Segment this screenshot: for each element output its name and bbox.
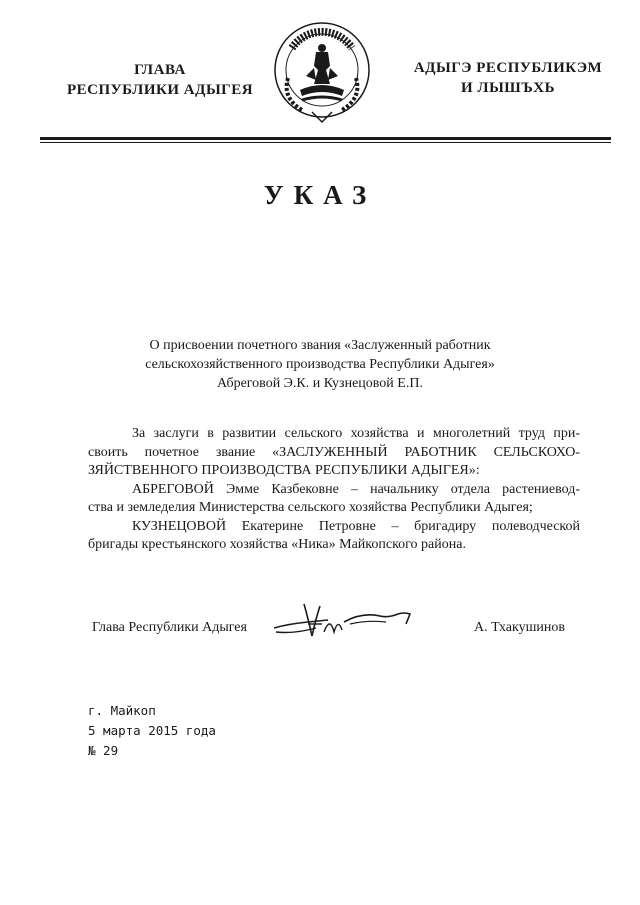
header-left-line2: РЕСПУБЛИКИ АДЫГЕЯ [66,82,254,98]
footer-date: 5 марта 2015 года [88,723,216,738]
footer-city: г. Майкоп [88,703,156,718]
body-line: ЗЯЙСТВЕННОГО ПРОИЗВОДСТВА РЕСПУБЛИКИ АДЫГЕЯ»: [88,463,480,478]
header-rule-thin [40,142,611,143]
coat-of-arms-emblem [272,18,372,126]
signatory-position: Глава Республики Адыгея [92,620,247,635]
decree-subject [100,336,540,393]
header-left [40,60,280,100]
header-rule-thick [40,137,611,140]
handwritten-signature [268,598,418,648]
body-line: своить почетное звание «ЗАСЛУЖЕННЫЙ РАБОТНИК СЕЛЬСКОХО- [88,444,580,460]
body-line: КУЗНЕЦОВОЙ Екатерине Петровне – бригадиру полеводческой [132,518,580,534]
footer-number: № 29 [88,743,119,758]
body-line: ства и земледелия Министерства сельского хозяйства Республики Адыгея; [88,500,533,515]
subject-line2: сельскохозяйственного производства Республики Адыгея» [145,357,495,372]
decree-body [88,425,580,555]
header-right-line2: И ЛЫШЪХЬ [460,80,556,96]
header-right-line1: АДЫГЭ РЕСПУБЛИКЭМ [413,60,603,76]
decree-footer [88,701,216,761]
body-line: бригады крестьянского хозяйства «Ника» Майкопского района. [88,537,466,552]
subject-line3: Абреговой Э.К. и Кузнецовой Е.П. [217,376,423,391]
signatory-name: А. Тхакушинов [474,620,565,635]
body-line: За заслуги в развитии сельского хозяйства и многолетний труд при- [132,426,580,441]
header-left-line1: ГЛАВА [134,62,186,78]
body-line: АБРЕГОВОЙ Эмме Казбековне – начальнику отдела растениевод- [132,481,580,497]
document-title: УКАЗ [263,180,377,210]
header-right [388,58,628,98]
subject-line1: О присвоении почетного звания «Заслуженный работник [149,338,491,353]
